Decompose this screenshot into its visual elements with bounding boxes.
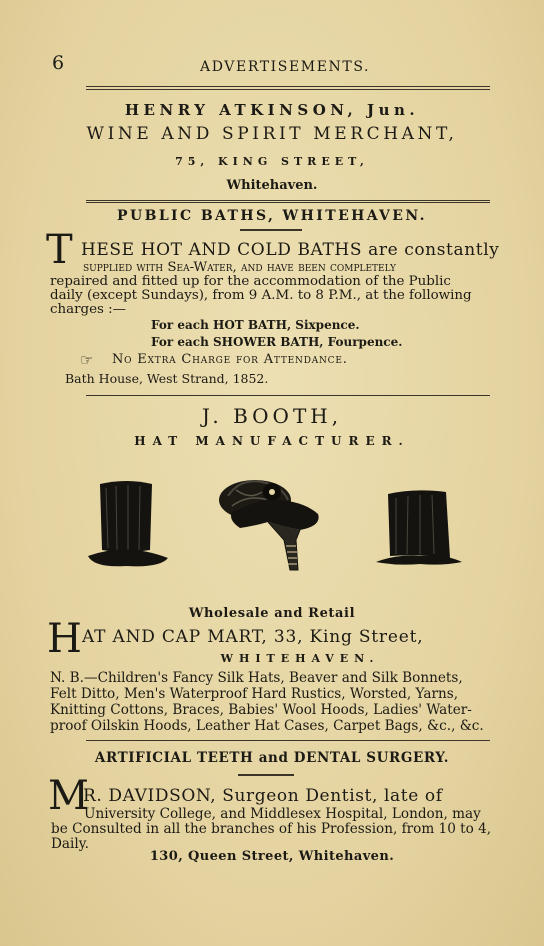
cap-hat-icon (376, 490, 462, 564)
divider-rule-3 (86, 395, 490, 396)
baths-short-rule (240, 229, 302, 231)
charge-hot-bath: For each HOT BATH, Sixpence. (151, 318, 360, 332)
dental-heading: ARTIFICIAL TEETH and DENTAL SURGERY. (94, 750, 450, 766)
booth-name: J. BOOTH, (201, 404, 343, 428)
hat-illustrations (0, 470, 544, 595)
baths-heading: PUBLIC BATHS, WHITEHAVEN. (117, 208, 427, 224)
top-hat-icon (88, 481, 168, 566)
atkinson-name: HENRY ATKINSON, Jun. (124, 101, 420, 119)
davidson-line-1: University College, and Middlesex Hospital, London, may (84, 806, 481, 822)
hat-mart-town: WHITEHAVEN. (220, 652, 380, 665)
nb-line-1: N. B.—Children's Fancy Silk Hats, Beaver and Silk Bonnets, (50, 670, 463, 686)
divider-rule-4 (86, 740, 490, 741)
page-number: 6 (52, 52, 65, 74)
davidson-address: 130, Queen Street, Whitehaven. (149, 849, 395, 864)
hat-mart-lead-line: AT AND CAP MART, 33, King Street, (82, 627, 424, 647)
header-rule (86, 86, 490, 87)
atkinson-trade: WINE AND SPIRIT MERCHANT, (86, 124, 458, 144)
atkinson-town: Whitehaven. (226, 178, 318, 193)
no-extra-charge: No Extra Charge for Attendance. (112, 352, 348, 367)
nb-line-2: Felt Ditto, Men's Waterproof Hard Rustics, Worsted, Yarns, (50, 686, 459, 702)
baths-line-4: charges :— (50, 302, 127, 317)
baths-line-2: repaired and fitted up for the accommodation of the Public (50, 274, 451, 289)
charge-shower-bath: For each SHOWER BATH, Fourpence. (151, 335, 403, 349)
divider-rule (86, 200, 490, 201)
pointing-hand-icon: ☞ (80, 351, 94, 369)
divider-rule-2 (86, 202, 490, 203)
baths-line-1: supplied with Sea-Water, and have been completely (83, 260, 396, 275)
davidson-lead-line: R. DAVIDSON, Surgeon Dentist, late of (83, 786, 443, 806)
nb-line-4: proof Oilskin Hoods, Leather Hat Cases, Carpet Bags, &c., &c. (50, 718, 484, 734)
davidson-line-2: be Consulted in all the branches of his Profession, from 10 to 4, (51, 821, 492, 837)
running-head: ADVERTISEMENTS. (200, 59, 371, 75)
nb-line-3: Knitting Cottons, Braces, Babies' Wool Hoods, Ladies' Water- (50, 702, 472, 718)
davidson-drop-cap: M (48, 773, 89, 819)
baths-lead-line: HESE HOT AND COLD BATHS are constantly (81, 240, 500, 260)
davidson-line-3: Daily. (51, 836, 89, 852)
wholesale-retail: Wholesale and Retail (188, 606, 356, 621)
baths-line-3: daily (except Sundays), from 9 A.M. to 8 P.M., at the following (50, 288, 472, 303)
dental-short-rule (238, 774, 294, 776)
bonnet-icon (219, 480, 319, 570)
baths-drop-cap: T (46, 227, 73, 273)
hat-mart-drop-cap: H (47, 616, 82, 662)
booth-trade: HAT MANUFACTURER. (134, 434, 410, 448)
atkinson-address: 75, KING STREET, (175, 155, 369, 168)
hat-illustrations-svg (0, 470, 544, 595)
header-rule-2 (86, 89, 490, 90)
bath-house-footer: Bath House, West Strand, 1852. (65, 371, 269, 386)
